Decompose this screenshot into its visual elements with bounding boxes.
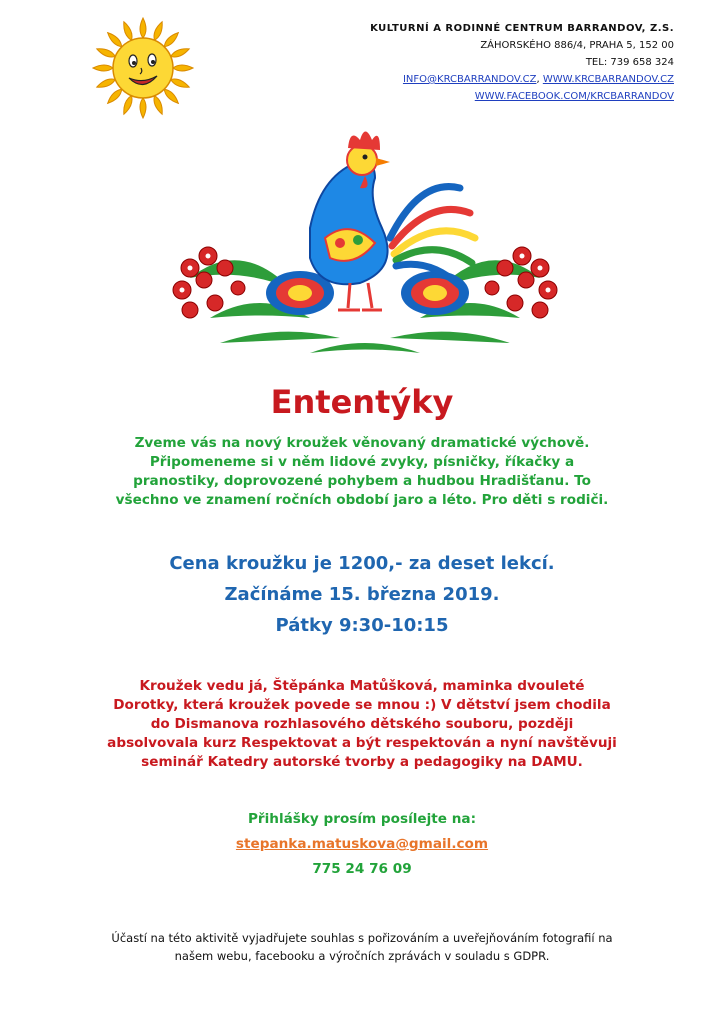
info-email-link[interactable]: INFO@KRCBARRANDOV.CZ — [402, 74, 537, 85]
folk-rooster-illustration — [160, 118, 570, 358]
bio-line: Dorotky, která kroužek povede se mnou :) V dětství jsem chodila — [113, 697, 611, 713]
organization-header — [334, 20, 674, 105]
course-details — [0, 548, 724, 641]
instructor-bio — [100, 677, 624, 772]
course-start-date: Začínáme 15. března 2019. — [224, 584, 500, 605]
gdpr-line: našem webu, facebooku a výročních zprávách v souladu s GDPR. — [174, 949, 550, 963]
organization-address: ZÁHORSKÉHO 886/4, PRAHA 5, 152 00 — [480, 40, 674, 51]
bio-line: Kroužek vedu já, Štěpánka Matůšková, maminka dvouleté — [139, 678, 585, 694]
registration-contact — [0, 807, 724, 882]
contact-separator: , — [536, 74, 543, 85]
intro-paragraph — [90, 434, 634, 510]
intro-line: Zveme vás na nový kroužek věnovaný dramatické výchově. — [134, 435, 590, 451]
page-title: Ententýky — [270, 383, 454, 421]
bio-line: absolvovala kurz Respektovat a být respektován a nyní navštěvuji — [107, 735, 617, 751]
course-time: Pátky 9:30-10:15 — [275, 615, 449, 636]
registration-email-link[interactable]: stepanka.matuskova@gmail.com — [235, 836, 489, 852]
intro-line: Připomeneme si v něm lidové zvyky, písničky, říkačky a — [149, 454, 575, 470]
facebook-link[interactable]: WWW.FACEBOOK.COM/KRCBARRANDOV — [474, 91, 674, 102]
course-price: Cena kroužku je 1200,- za deset lekcí. — [169, 553, 555, 574]
organization-name: KULTURNÍ A RODINNÉ CENTRUM BARRANDOV, Z.S. — [370, 23, 674, 34]
registration-heading: Přihlášky prosím posílejte na: — [247, 811, 477, 827]
registration-phone: 775 24 76 09 — [312, 861, 412, 877]
intro-line: všechno ve znamení ročních období jaro a léto. Pro děti s rodiči. — [115, 492, 609, 508]
intro-line: pranostiky, doprovozené pohybem a hudbou Hradišťanu. To — [133, 473, 591, 489]
website-link[interactable]: WWW.KRCBARRANDOV.CZ — [542, 74, 674, 85]
gdpr-notice — [70, 929, 654, 965]
bio-line: do Dismanova rozhlasového dětského souboru, později — [150, 716, 574, 732]
gdpr-line: Účastí na této aktivitě vyjadřujete souhlas s pořizováním a uveřejňováním fotografií na — [111, 931, 613, 945]
sun-face-icon — [88, 16, 198, 121]
bio-line: seminář Katedry autorské tvorby a pedagogiky na DAMU. — [141, 754, 583, 770]
organization-phone: TEL: 739 658 324 — [585, 57, 674, 68]
organization-contacts — [334, 71, 674, 88]
